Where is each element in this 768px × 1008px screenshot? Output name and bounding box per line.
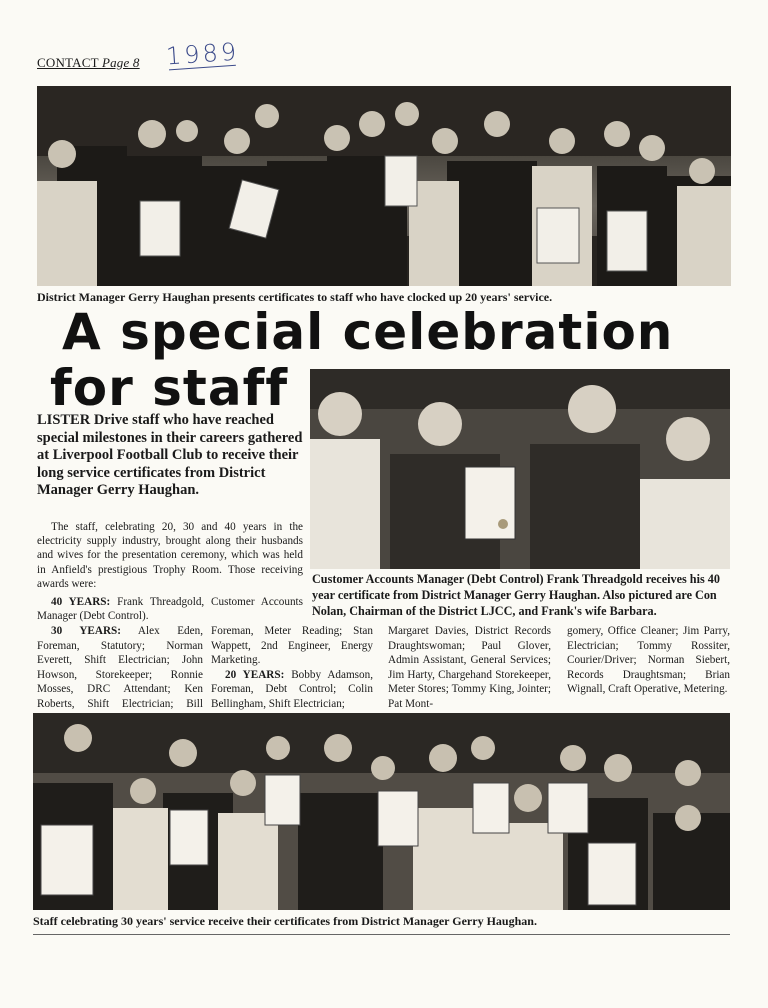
forty-years-text: Frank Threadgold, Customer Accounts Manager (Debt Control). — [37, 596, 304, 623]
caption-20-years: District Manager Gerry Haughan presents certificates to staff who have clocked up 20 years' service. — [37, 290, 553, 304]
forty-years-label: 40 YEARS: — [51, 596, 111, 609]
section-name: CONTACT — [37, 55, 99, 70]
headline-line-1: A special celebration — [62, 303, 674, 361]
twenty-years-label: 20 YEARS: — [225, 668, 285, 681]
thirty-years-text-cont: Foreman, Meter Reading; Stan Wappett, 2nd Engineer, Energy Marketing. — [211, 625, 373, 667]
caption-30-years: Staff celebrating 30 years' service receive their certificates from District Manager Gerry Haughan. — [33, 914, 537, 928]
forty-years-entry — [37, 595, 303, 623]
photo-20-years-group — [37, 86, 731, 286]
twenty-years-text: Bobby Adamson, Foreman, Debt Control; Colin Bellingham, Shift Electrician; — [211, 668, 373, 710]
thirty-years-label: 30 YEARS: — [51, 625, 121, 637]
caption-40-years: Customer Accounts Manager (Debt Control) Frank Threadgold receives his 40 year certificate from District Manager Gerry Haughan. Also pictured are Con Nolan, Chairman of the District LJCC, and Frank's wife Barbara. — [312, 572, 720, 618]
article-body — [37, 520, 303, 627]
handwritten-year-annotation: 1989 — [165, 37, 240, 71]
twenty-years-text-end: gomery, Office Cleaner; Jim Parry, Electrician; Tommy Rossiter, Courier/Driver; Norman Siebert, Records Draughtsman; Brian Wignall, Craft Operative, Metering. — [567, 625, 730, 696]
award-column-1 — [37, 624, 203, 726]
bottom-rule — [33, 934, 730, 935]
page-number: Page 8 — [101, 55, 140, 70]
award-list-columns — [33, 624, 733, 714]
page-header — [37, 55, 140, 71]
award-column-2 — [211, 624, 373, 712]
article-lead: LISTER Drive staff who have reached special milestones in their careers gathered at Liverpool Football Club to receive their long service certificates from District Manager Gerry Haughan. — [37, 412, 303, 498]
award-column-3 — [388, 624, 551, 712]
thirty-years-text: Alex Eden, Foreman, Statutory; Norman Everett, Shift Electrician; John Howson, Storekeeper; Ronnie Mosses, DRC Attendant; Ken Roberts, Shift Electrician; Bill — [37, 625, 204, 710]
twenty-years-text-cont: Margaret Davies, District Records Draughtswoman; Paul Glover, Admin Assistant, General Services; Jim Harty, Chargehand Storekeeper, Meter Stores; Tommy King, Jointer; Pat Mont- — [388, 625, 551, 710]
headline-line-2: for staff — [50, 359, 289, 417]
article-paragraph: The staff, celebrating 20, 30 and 40 years in the electricity supply industry, brought along their husbands and wives for the presentation ceremony, which was held in Anfield's prestigious Trophy Room. Those receiving awards were: — [37, 521, 303, 590]
award-column-4 — [567, 624, 730, 697]
photo-30-years-group — [33, 713, 730, 910]
photo-40-year-presentation — [310, 369, 730, 569]
